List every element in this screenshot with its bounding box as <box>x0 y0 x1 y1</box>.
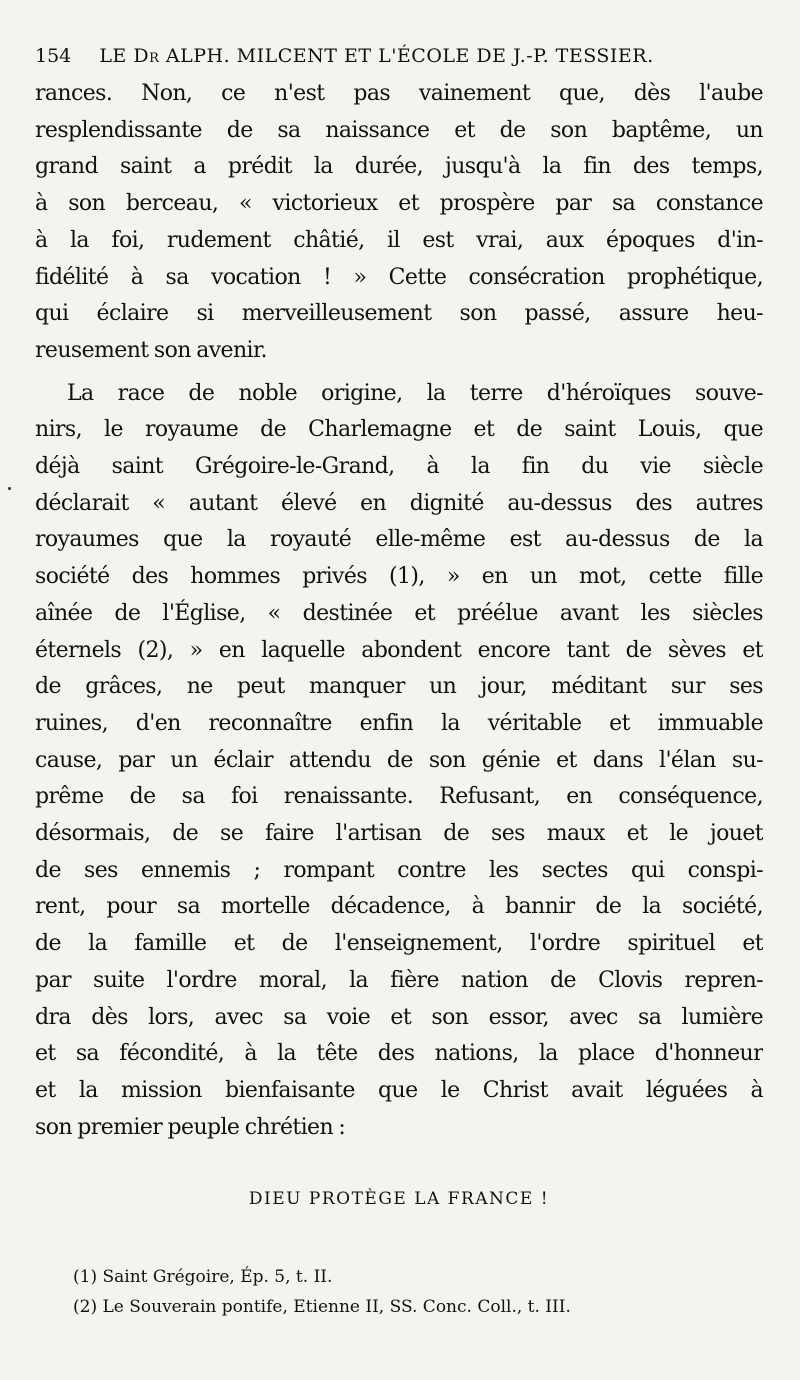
text-line: rances. Non, ce n'est pas vainement que, dès l'aube <box>35 81 763 106</box>
text-line: éternels (2), » en laquelle abondent encore tant de sèves et <box>35 637 763 663</box>
text-line: resplendissante de sa naissance et de son baptême, un <box>35 117 763 143</box>
text-line: et sa fécondité, à la tête des nations, la place d'honneur <box>35 1041 763 1067</box>
body-text <box>35 76 763 1146</box>
text-line: nirs, le royaume de Charlemagne et de saint Louis, que <box>35 417 763 443</box>
text-line: royaumes que la royauté elle-même est au-dessus de la <box>35 527 763 553</box>
text-line: La race de noble origine, la terre d'héroïques souve- <box>67 380 763 406</box>
text-line: à son berceau, « victorieux et prospère par sa constance <box>35 191 763 217</box>
footnote-2: (2) Le Souverain pontife, Etienne II, SS. Conc. Coll., t. III. <box>73 1297 571 1318</box>
footnote-1: (1) Saint Grégoire, Ép. 5, t. II. <box>73 1267 333 1288</box>
text-line: désormais, de se faire l'artisan de ses maux et le jouet <box>35 821 763 847</box>
text-line: cause, par un éclair attendu de son génie et dans l'élan su- <box>35 747 763 773</box>
text-line: reusement son avenir. <box>35 337 267 363</box>
text-line: qui éclaire si merveilleusement son passé, assure heu- <box>35 301 763 327</box>
text-line: par suite l'ordre moral, la fière nation de Clovis repren- <box>35 967 763 993</box>
text-line: de grâces, ne peut manquer un jour, méditant sur ses <box>35 674 763 700</box>
text-line: déjà saint Grégoire-le-Grand, à la fin du vie siècle <box>35 454 763 480</box>
text-line: ruines, d'en reconnaître enfin la véritable et immuable <box>35 710 763 736</box>
text-line: aînée de l'Église, « destinée et préélue avant les siècles <box>35 600 763 626</box>
running-header <box>35 36 763 76</box>
paragraph-1 <box>35 76 763 370</box>
text-line: de la famille et de l'enseignement, l'ordre spirituel et <box>35 931 763 957</box>
running-title: LE Dr ALPH. MILCENT ET L'ÉCOLE DE J.-P. TESSIER. <box>99 45 654 67</box>
page-number: 154 <box>35 45 72 67</box>
text-line: prême de sa foi renaissante. Refusant, en conséquence, <box>35 784 763 810</box>
motto: DIEU PROTÈGE LA FRANCE ! <box>248 1189 550 1210</box>
text-line: déclarait « autant élevé en dignité au-dessus des autres <box>35 490 763 516</box>
paragraph-2 <box>35 376 763 1147</box>
text-line: son premier peuple chrétien : <box>35 1114 346 1140</box>
text-line: de ses ennemis ; rompant contre les sectes qui conspi- <box>35 857 763 883</box>
text-line: société des hommes privés (1), » en un mot, cette fille <box>35 564 763 590</box>
book-page <box>35 36 763 1322</box>
text-line: dra dès lors, avec sa voie et son essor, avec sa lumière <box>35 1004 763 1030</box>
text-line: fidélité à sa vocation ! » Cette consécration prophétique, <box>35 264 763 290</box>
text-line: à la foi, rudement châtié, il est vrai, aux époques d'in- <box>35 227 763 253</box>
text-line: grand saint a prédit la durée, jusqu'à la fin des temps, <box>35 154 763 180</box>
text-line: et la mission bienfaisante que le Christ avait léguées à <box>35 1077 763 1103</box>
margin-mark <box>8 487 11 490</box>
text-line: rent, pour sa mortelle décadence, à bannir de la société, <box>35 894 763 920</box>
footnotes <box>35 1262 763 1322</box>
